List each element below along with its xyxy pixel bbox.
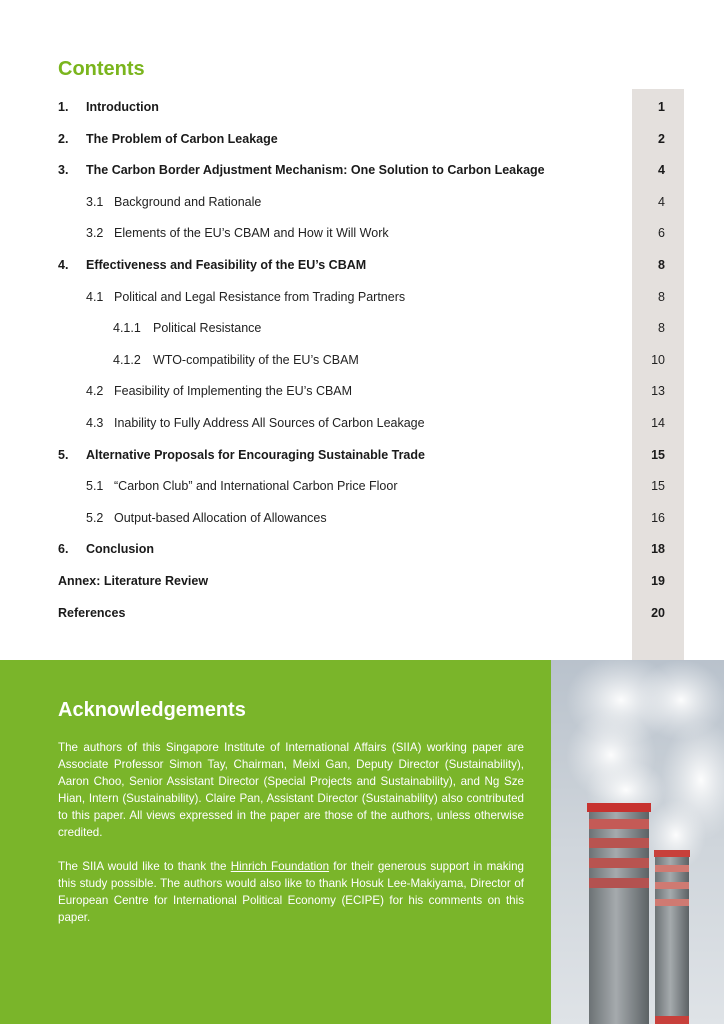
toc-entry-label: Effectiveness and Feasibility of the EU’s CBAM xyxy=(86,258,367,272)
smokestack-illustration xyxy=(551,660,724,1024)
paragraph-text: for their generous support in making this study possible. The authors would also like to thank Hosuk Lee-Makiyama, Director of European Centre for International Political Economy (ECIPE) for his comments on this paper. xyxy=(58,860,524,924)
toc-entry-number: 4. xyxy=(58,258,69,272)
toc-entry-number: 4.3 xyxy=(86,416,104,430)
toc-entry-page: 10 xyxy=(651,352,665,367)
toc-entry-label: Background and Rationale xyxy=(114,194,262,209)
contents-title: Contents xyxy=(58,58,145,80)
toc-entry-number: 5.2 xyxy=(86,510,104,525)
toc-entry-label: Feasibility of Implementing the EU’s CBAM xyxy=(114,384,353,399)
toc-entry-number: 5. xyxy=(58,447,69,462)
toc-entry-number: 3.2 xyxy=(86,226,104,241)
acknowledgements-title: Acknowledgements xyxy=(58,699,246,721)
toc-entry-page: 14 xyxy=(651,416,665,430)
paragraph-text: The SIIA would like to thank the xyxy=(58,860,231,873)
toc-entry[interactable] xyxy=(0,258,724,278)
toc-entry-label: The Carbon Border Adjustment Mechanism: One Solution to Carbon Leakage xyxy=(86,163,545,178)
smokestack-photo xyxy=(551,660,724,1024)
toc-entry[interactable] xyxy=(0,542,724,562)
toc-entry-label: Inability to Fully Address All Sources of Carbon Leakage xyxy=(114,416,425,430)
toc-entry-page: 16 xyxy=(651,510,665,525)
toc-entry-page: 18 xyxy=(651,542,665,557)
toc-entry-label: Annex: Literature Review xyxy=(58,574,209,588)
toc-entry[interactable] xyxy=(0,448,724,468)
toc-entry[interactable] xyxy=(0,574,724,594)
toc-entry-page: 2 xyxy=(658,131,665,146)
toc-entry-number: 4.2 xyxy=(86,384,104,399)
toc-entry[interactable] xyxy=(0,132,724,152)
toc-entry-page: 15 xyxy=(651,447,665,462)
toc-entry-label: Alternative Proposals for Encouraging Sustainable Trade xyxy=(86,447,425,462)
toc-entry-number: 3.1 xyxy=(86,194,104,209)
toc-entry-label: Political Resistance xyxy=(153,321,262,336)
toc-entry[interactable] xyxy=(0,416,724,436)
toc-entry-label: References xyxy=(58,605,126,620)
toc-entry-label: Elements of the EU’s CBAM and How it Will Work xyxy=(114,226,389,241)
toc-entry[interactable] xyxy=(0,353,724,373)
toc-entry[interactable] xyxy=(0,195,724,215)
toc-entry-page: 4 xyxy=(658,194,665,209)
acknowledgements-paragraph-1: The authors of this Singapore Institute of International Affairs (SIIA) working paper are Associate Professor Simon Tay, Chairman, Meixi Gan, Deputy Director (Sustainability), Aaron Choo, Senior Assistant Director (Special Projects and Sustainability), and Ng Sze Hian, Intern (Sustainability). Claire Pan, Assistant Director (Sustainability) also contributed to this paper. All views expressed in the paper are those of the authors, unless otherwise credited. xyxy=(58,741,524,839)
toc-entry-page: 4 xyxy=(658,163,665,178)
acknowledgements-paragraph-2 xyxy=(58,858,524,926)
toc-entry-page: 1 xyxy=(658,100,665,114)
hinrich-foundation-link[interactable]: Hinrich Foundation xyxy=(230,860,330,873)
toc-entry-page: 8 xyxy=(658,258,665,272)
toc-entry-page: 15 xyxy=(651,479,665,494)
toc-entry-page: 13 xyxy=(651,384,665,399)
toc-entry-label: WTO-compatibility of the EU’s CBAM xyxy=(153,352,359,367)
toc-entry-page: 20 xyxy=(651,605,665,620)
toc-entry-label: “Carbon Club” and International Carbon Price Floor xyxy=(114,479,398,494)
toc-entry-label: Conclusion xyxy=(86,542,155,557)
toc-entry-number: 4.1 xyxy=(86,289,104,304)
toc-entry[interactable] xyxy=(0,511,724,531)
toc-entry[interactable] xyxy=(0,479,724,499)
toc-entry-label: The Problem of Carbon Leakage xyxy=(86,131,278,146)
toc-entry-number: 1. xyxy=(58,100,69,114)
toc-entry-page: 6 xyxy=(658,226,665,241)
toc-entry[interactable] xyxy=(0,290,724,310)
toc-entry[interactable] xyxy=(0,384,724,404)
toc-entry-page: 8 xyxy=(658,321,665,336)
toc-entry[interactable] xyxy=(0,321,724,341)
toc-entry[interactable] xyxy=(0,606,724,626)
toc-entry[interactable] xyxy=(0,100,724,120)
toc-entry-label: Output-based Allocation of Allowances xyxy=(114,510,327,525)
toc-entry-label: Introduction xyxy=(86,100,159,114)
toc-entry[interactable] xyxy=(0,163,724,183)
toc-entry-number: 2. xyxy=(58,131,69,146)
toc-entry-number: 4.1.1 xyxy=(113,321,141,336)
toc-entry-number: 6. xyxy=(58,542,69,557)
toc-entry-number: 3. xyxy=(58,163,69,178)
toc-entry-number: 4.1.2 xyxy=(113,352,141,367)
toc-entry-page: 19 xyxy=(651,574,665,588)
toc-entry-label: Political and Legal Resistance from Trading Partners xyxy=(114,289,406,304)
toc-entry-number: 5.1 xyxy=(86,479,104,494)
toc-entry-page: 8 xyxy=(658,289,665,304)
toc-entry[interactable] xyxy=(0,226,724,246)
